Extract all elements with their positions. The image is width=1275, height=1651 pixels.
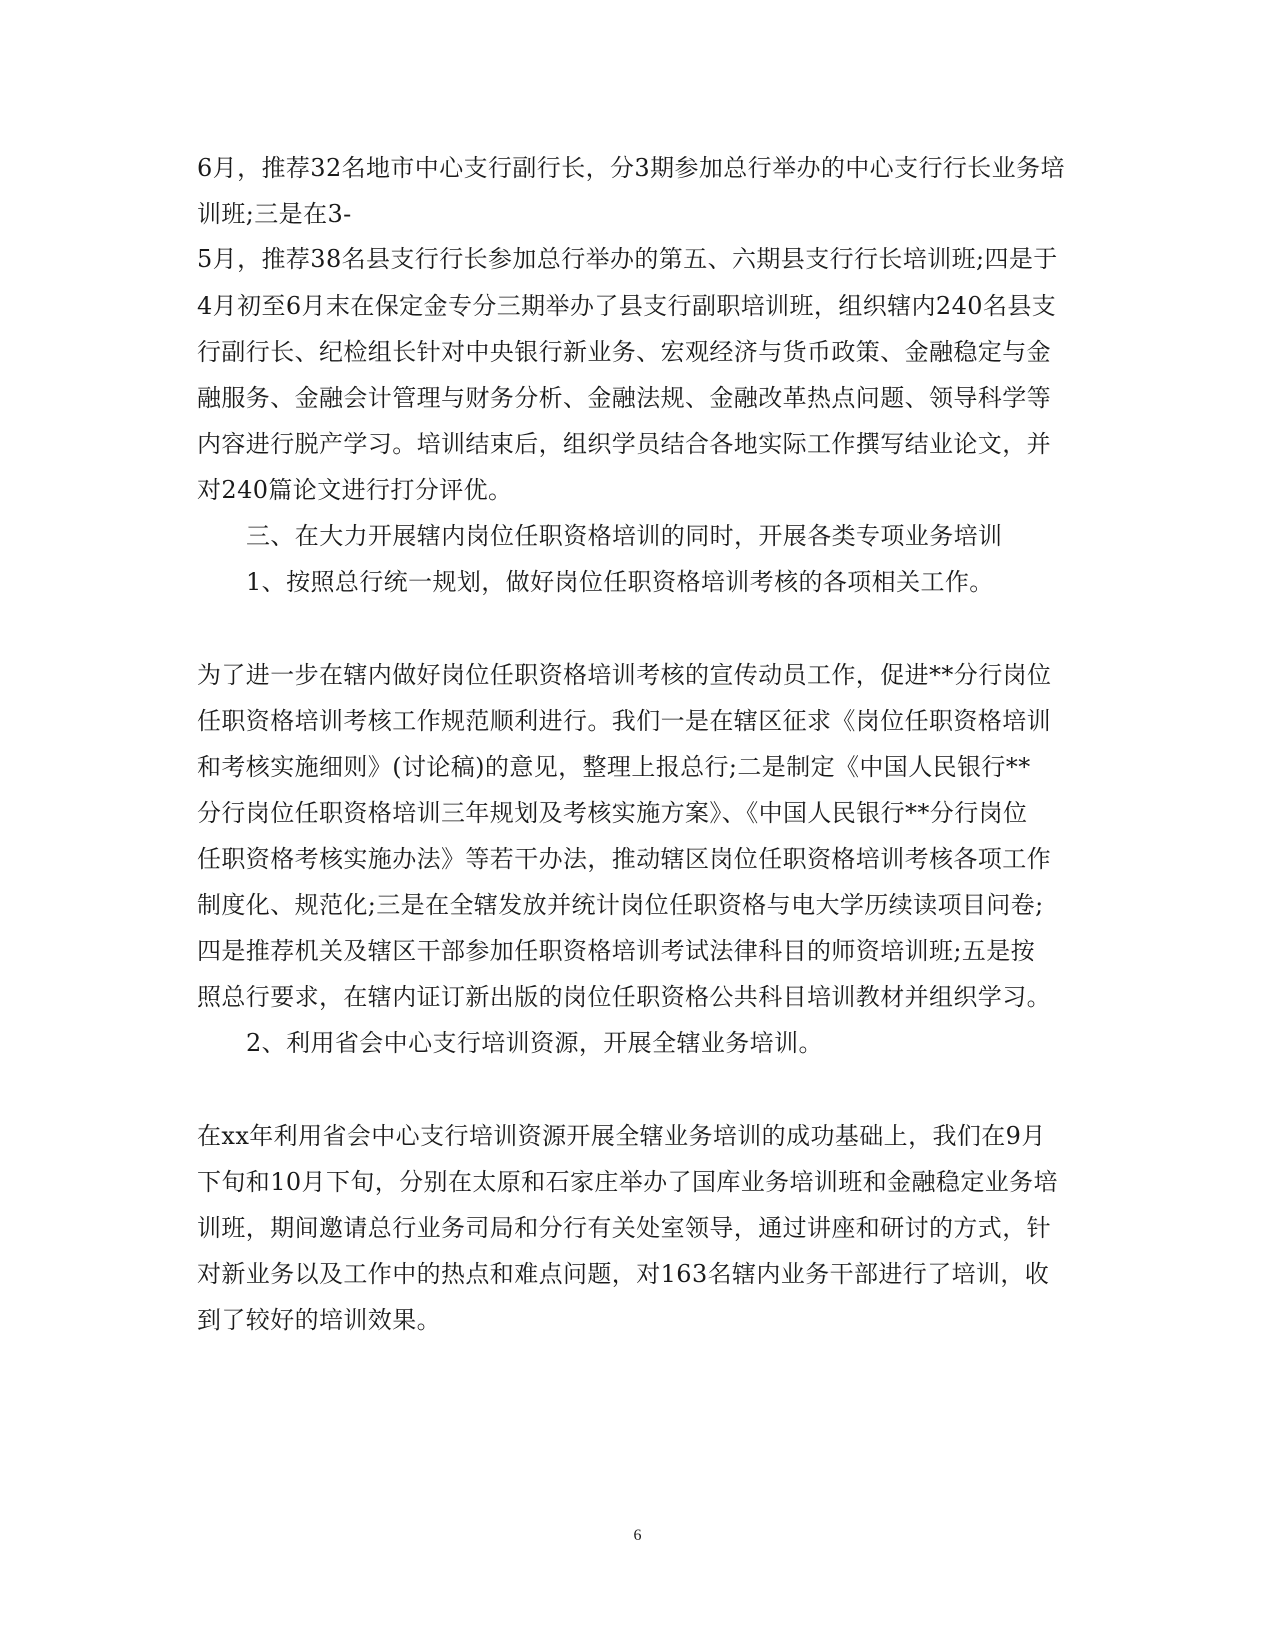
paragraph-line: 训班;三是在3- <box>197 200 352 228</box>
paragraph-line: 行副行长、纪检组长针对中央银行新业务、宏观经济与货币政策、金融稳定与金 <box>197 338 1051 366</box>
paragraph-line: 6月，推荐32名地市中心支行副行长，分3期参加总行举办的中心支行行长业务培 <box>197 154 1065 182</box>
paragraph-line: 分行岗位任职资格培训三年规划及考核实施方案》、《中国人民银行**分行岗位 <box>197 799 1028 827</box>
paragraph-line: 下旬和10月下旬，分别在太原和石家庄举办了国库业务培训班和金融稳定业务培 <box>197 1168 1058 1196</box>
paragraph-line: 和考核实施细则》(讨论稿)的意见，整理上报总行;二是制定《中国人民银行** <box>197 753 1031 781</box>
paragraph-line: 5月，推荐38名县支行行长参加总行举办的第五、六期县支行行长培训班;四是于 <box>197 245 1058 273</box>
paragraph-line: 内容进行脱产学习。培训结束后，组织学员结合各地实际工作撰写结业论文，并 <box>197 430 1051 458</box>
section-heading: 三、在大力开展辖内岗位任职资格培训的同时，开展各类专项业务培训 <box>246 522 1003 550</box>
paragraph-line: 在xx年利用省会中心支行培训资源开展全辖业务培训的成功基础上，我们在9月 <box>197 1122 1046 1150</box>
item-heading: 1、按照总行统一规划，做好岗位任职资格培训考核的各项相关工作。 <box>246 568 994 596</box>
paragraph-line: 训班，期间邀请总行业务司局和分行有关处室领导，通过讲座和研讨的方式，针 <box>197 1214 1051 1242</box>
paragraph-line: 4月初至6月末在保定金专分三期举办了县支行副职培训班，组织辖内240名县支 <box>197 292 1057 320</box>
paragraph-line: 制度化、规范化;三是在全辖发放并统计岗位任职资格与电大学历续读项目问卷; <box>197 891 1044 919</box>
paragraph-line: 任职资格培训考核工作规范顺利进行。我们一是在辖区征求《岗位任职资格培训 <box>197 707 1051 735</box>
item-heading: 2、利用省会中心支行培训资源，开展全辖业务培训。 <box>246 1029 823 1057</box>
paragraph-line: 为了进一步在辖内做好岗位任职资格培训考核的宣传动员工作，促进**分行岗位 <box>197 661 1052 689</box>
page-number: 6 <box>633 1527 642 1544</box>
paragraph-line: 到了较好的培训效果。 <box>197 1306 441 1334</box>
paragraph-line: 对新业务以及工作中的热点和难点问题，对163名辖内业务干部进行了培训，收 <box>197 1260 1050 1288</box>
paragraph-line: 任职资格考核实施办法》等若干办法，推动辖区岗位任职资格培训考核各项工作 <box>197 845 1051 873</box>
paragraph-line: 融服务、金融会计管理与财务分析、金融法规、金融改革热点问题、领导科学等 <box>197 384 1051 412</box>
paragraph-line: 照总行要求，在辖内证订新出版的岗位任职资格公共科目培训教材并组织学习。 <box>197 983 1051 1011</box>
paragraph-line: 四是推荐机关及辖区干部参加任职资格培训考试法律科目的师资培训班;五是按 <box>197 937 1036 965</box>
paragraph-line: 对240篇论文进行打分评优。 <box>197 476 513 504</box>
